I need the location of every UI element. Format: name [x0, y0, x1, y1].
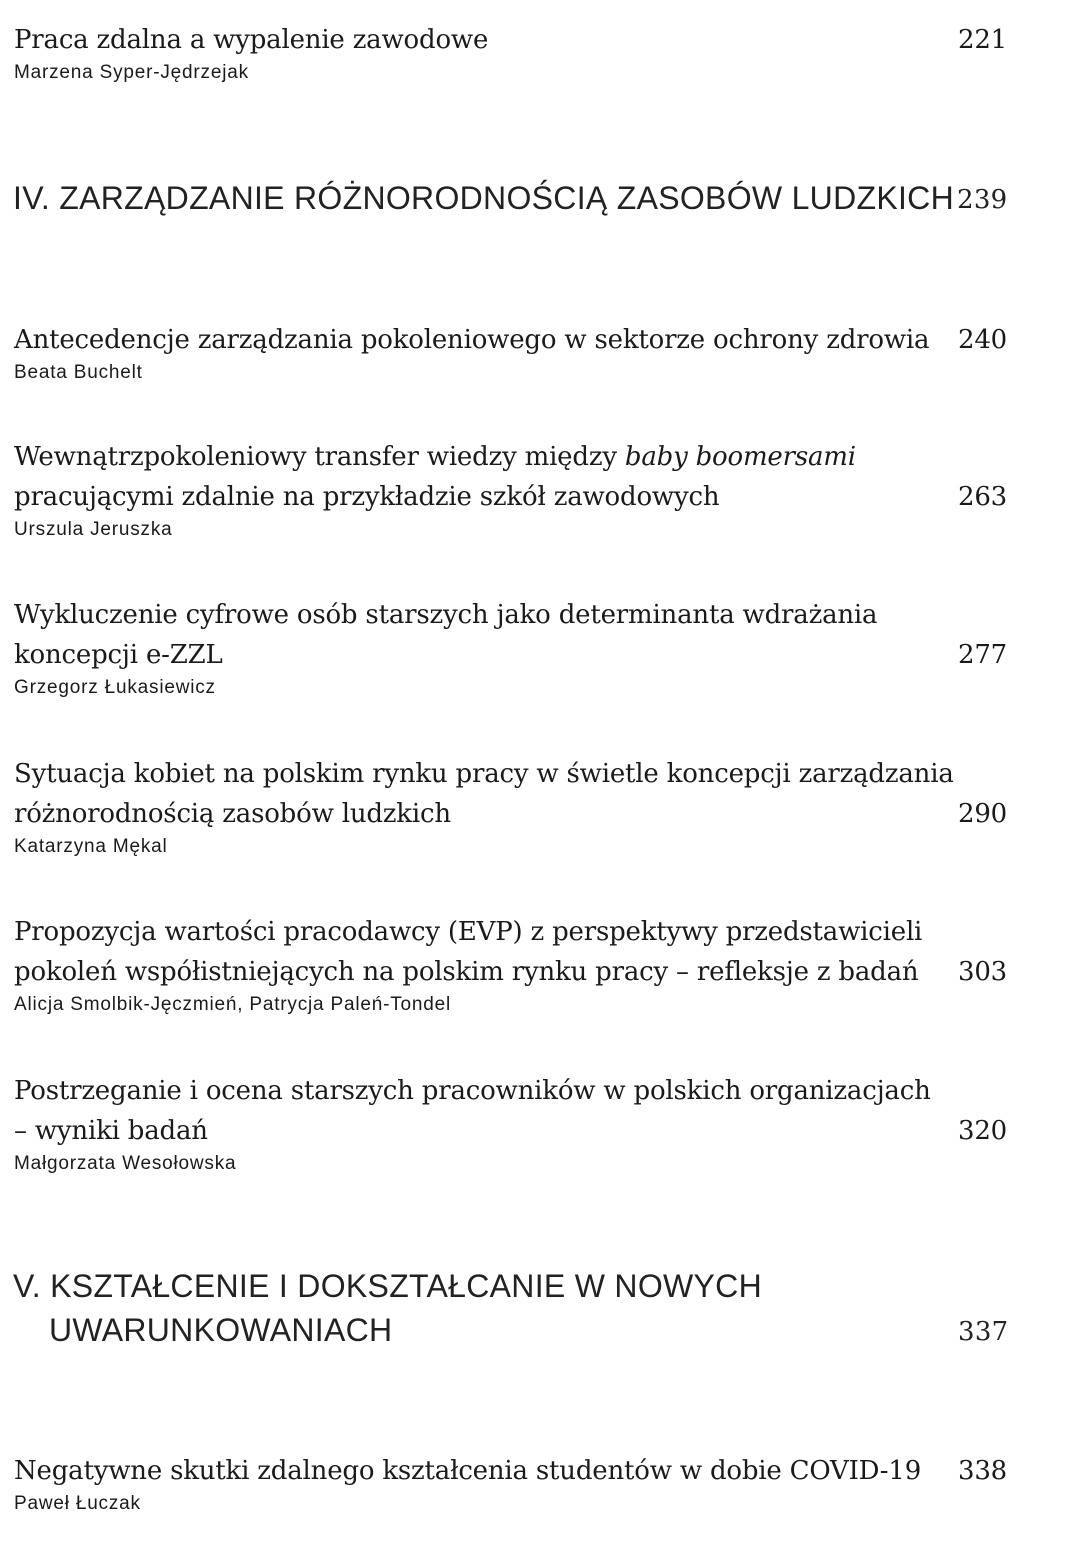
entry-title: – wyniki badań 320: [14, 1111, 1014, 1151]
toc-entry: [14, 1451, 1014, 1517]
entry-title: koncepcji e-ZZL 277: [14, 635, 1014, 675]
entry-author: Alicja Smolbik-Jęczmień, Patrycja Paleń-Tondel: [14, 994, 452, 1015]
entry-title: Propozycja wartości pracodawcy (EVP) z perspektywy przedstawicieli: [14, 917, 923, 947]
toc-entry: [14, 754, 1014, 860]
entry-author: Małgorzata Wesołowska: [14, 1153, 237, 1174]
page-number: 290: [958, 799, 1008, 829]
entry-title: Wewnątrzpokoleniowy transfer wiedzy między baby boomersami: [14, 442, 856, 472]
section-title: IV. ZARZĄDZANIE RÓŻNORODNOŚCIĄ ZASOBÓW LUDZKICH 239: [13, 176, 1013, 220]
page-number: 240: [958, 325, 1008, 355]
entry-title: Negatywne skutki zdalnego kształcenia studentów w dobie COVID-19 338: [14, 1451, 1014, 1491]
entry-title: Sytuacja kobiet na polskim rynku pracy w świetle koncepcji zarządzania: [14, 759, 954, 789]
page-number: 263: [958, 482, 1008, 512]
entry-author: Beata Buchelt: [14, 362, 143, 383]
toc-entry: [14, 20, 1014, 86]
page-number: 303: [958, 957, 1008, 987]
section-heading: [13, 176, 1013, 220]
section-heading: [13, 1264, 1013, 1352]
entry-title: różnorodnością zasobów ludzkich 290: [14, 794, 1014, 834]
toc-entry: [14, 912, 1014, 1018]
toc-entry: [14, 1071, 1014, 1177]
page-number: 338: [958, 1456, 1008, 1486]
entry-author: Katarzyna Mękal: [14, 836, 168, 857]
toc-entry: [14, 437, 1014, 543]
section-title: UWARUNKOWANIACH 337: [13, 1308, 1013, 1352]
entry-title: pracującymi zdalnie na przykładzie szkół zawodowych 263: [14, 477, 1014, 517]
section-title: V. KSZTAŁCENIE I DOKSZTAŁCANIE W NOWYCH: [13, 1268, 762, 1304]
entry-author: Grzegorz Łukasiewicz: [14, 677, 216, 698]
entry-title: Postrzeganie i ocena starszych pracowników w polskich organizacjach: [14, 1076, 931, 1106]
entry-title: Wykluczenie cyfrowe osób starszych jako determinanta wdrażania: [14, 600, 878, 630]
entry-author: Paweł Łuczak: [14, 1493, 141, 1514]
entry-author: Marzena Syper-Jędrzejak: [14, 62, 249, 83]
entry-title: pokoleń współistniejących na polskim rynku pracy – refleksje z badań 303: [14, 952, 1014, 992]
page-number: 320: [958, 1116, 1008, 1146]
toc-entry: [14, 320, 1014, 386]
toc-entry: [14, 595, 1014, 701]
page-number: 221: [958, 25, 1008, 55]
entry-author: Urszula Jeruszka: [14, 519, 173, 540]
entry-title: Praca zdalna a wypalenie zawodowe 221: [14, 20, 1014, 60]
page-number: 277: [958, 640, 1008, 670]
page-number: 239: [957, 185, 1008, 215]
entry-title: Antecedencje zarządzania pokoleniowego w sektorze ochrony zdrowia 240: [14, 320, 1014, 360]
page-number: 337: [958, 1317, 1009, 1347]
